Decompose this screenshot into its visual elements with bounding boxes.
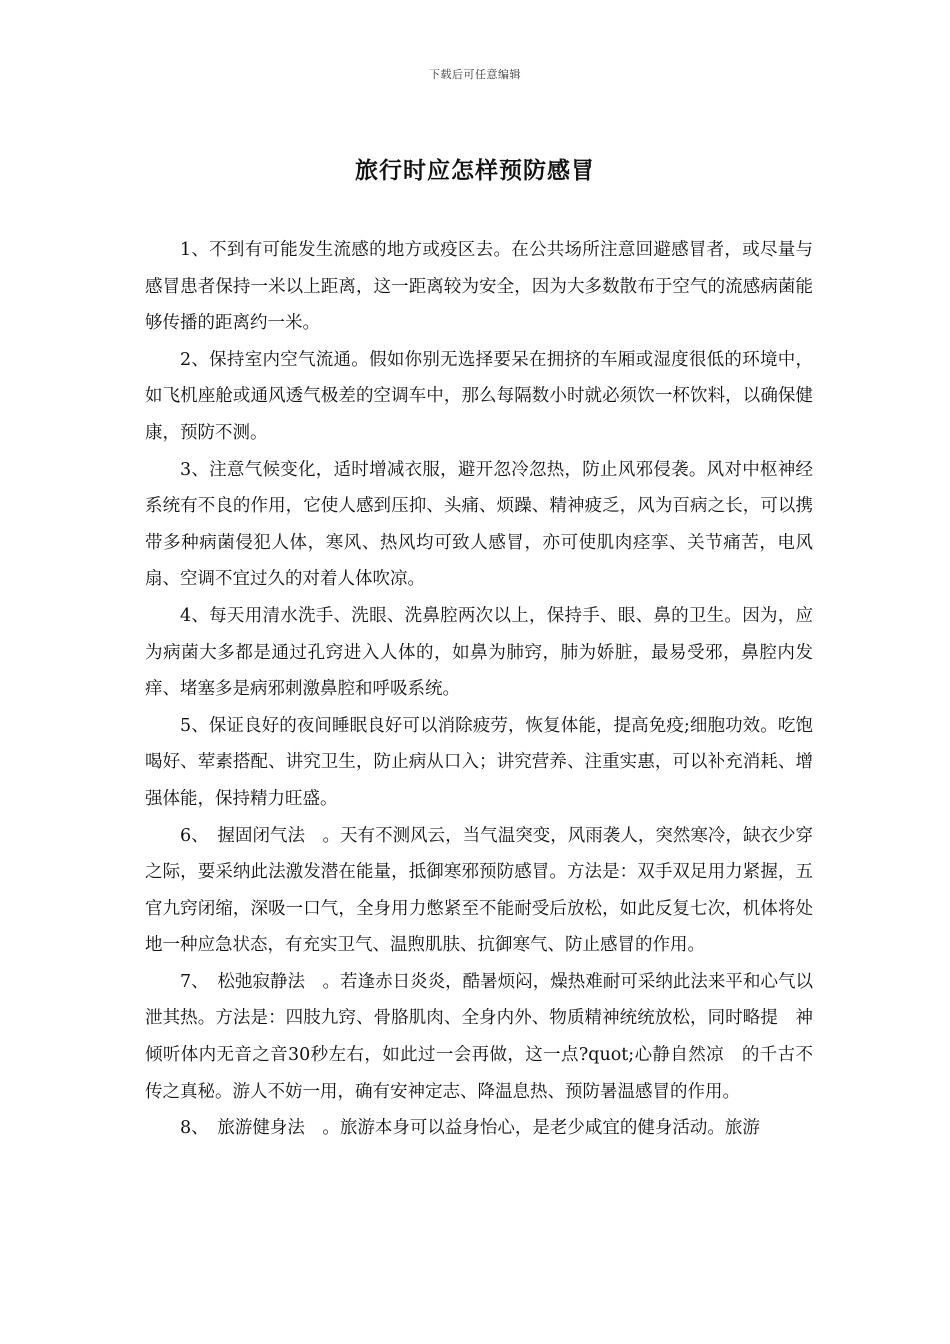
paragraph-7: 7、 松弛寂静法 。若逢赤日炎炎，酷暑烦闷，燥热难耐可采纳此法来平和心气以泄其热。方法是：四肢九窍、骨胳肌肉、全身内外、物质精神统统放松，同时略提 神 倾听体内无音之音30秒左右，如此过一会再做，这一点?quot;心静自然凉 的千古不传之真秘。游人不妨一用，确有安神定志、降温息热、预防暑温感冒的作用。 [145,971,831,1102]
paragraph-8: 8、 旅游健身法 。旅游本身可以益身怡心，是老少咸宜的健身活动。旅游 [180,1118,760,1139]
paragraph-1: 1、不到有可能发生流感的地方或疫区去。在公共场所注意回避感冒者，或尽量与感冒患者保持一米以上距离，这一距离较为安全，因为大多数散布于空气的流感病菌能够传播的距离约一米。 [145,240,813,334]
paragraph-6: 6、 握固闭气法 。天有不测风云，当气温突变，风雨袭人，突然寒冷，缺衣少穿之际，要采纳此法激发潜在能量，抵御寒邪预防感冒。方法是：双手双足用力紧握，五官九窍闭缩，深吸一口气，全身用力憋紧至不能耐受后放松，如此反复七次，机体将处地一种应急状态，有充实卫气、温煦肌肤、抗御寒气、防止感冒的作用。 [145,825,813,956]
paragraph-2: 2、保持室内空气流通。假如你别无选择要呆在拥挤的车厢或湿度很低的环境中，如飞机座舱或通风透气极差的空调车中，那么每隔数小时就必须饮一杯饮料，以确保健康，预防不测。 [145,349,813,443]
header-note: 下载后可任意编辑 [429,68,521,81]
paragraph-5: 5、保证良好的夜间睡眠良好可以消除疲劳，恢复体能，提高免疫;细胞功效。吃饱喝好、荤素搭配、讲究卫生，防止病从口入；讲究营养、注重实惠，可以补充消耗、增强体能，保持精力旺盛。 [145,715,813,809]
document-body [145,232,831,1147]
document-title: 旅行时应怎样预防感冒 [355,157,595,184]
paragraph-4: 4、每天用清水洗手、洗眼、洗鼻腔两次以上，保持手、眼、鼻的卫生。因为，应为病菌大多都是通过孔窍进入人体的，如鼻为肺窍，肺为娇脏，最易受邪，鼻腔内发痒、堵塞多是病邪刺激鼻腔和呼吸系统。 [145,605,813,700]
paragraph-3: 3、注意气候变化，适时增减衣服，避开忽冷忽热，防止风邪侵袭。风对中枢神经系统有不良的作用，它使人感到压抑、头痛、烦躁、精神疲乏，风为百病之长，可以携带多种病菌侵犯人体，寒风、热风均可致人感冒，亦可使肌肉痉挛、关节痛苦，电风扇、空调不宜过久的对着人体吹凉。 [145,459,813,590]
